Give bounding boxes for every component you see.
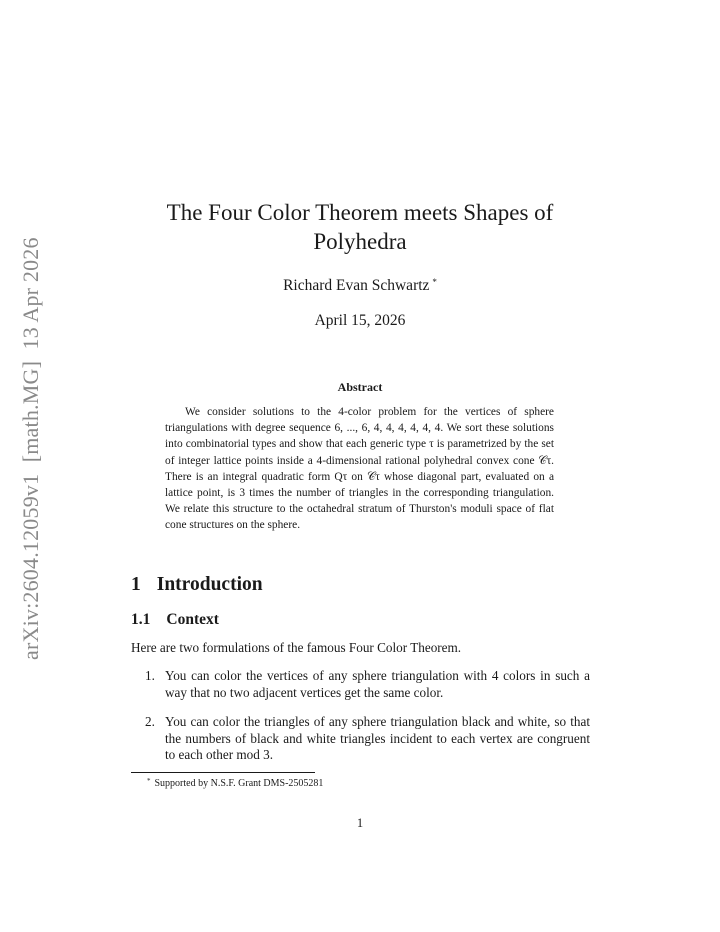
paper-date: April 15, 2026 — [314, 312, 406, 329]
list-item-text: You can color the vertices of any sphere triangulation with 4 colors in such a way that no two adjacent vertices get the same color. — [165, 668, 590, 700]
page-number: 1 — [356, 816, 364, 830]
author-footnote-mark[interactable]: * — [432, 277, 437, 287]
section-heading — [131, 574, 263, 596]
author-line — [140, 277, 580, 295]
footnote-text: Supported by N.S.F. Grant DMS-2505281 — [154, 778, 324, 789]
author-name: Richard Evan Schwartz — [283, 277, 430, 294]
paper-title: The Four Color Theorem meets Shapes of Polyhedra — [166, 200, 554, 254]
abstract-heading: Abstract — [337, 380, 383, 394]
list-item-marker: 1. — [145, 668, 155, 683]
intro-paragraph: Here are two formulations of the famous Four Color Theorem. — [131, 640, 462, 655]
subsection-title: Context — [166, 611, 219, 628]
section-title: Introduction — [156, 574, 263, 595]
section-number: 1 — [131, 574, 141, 595]
footnote-mark: * — [147, 777, 151, 785]
subsection-heading — [131, 611, 219, 629]
footnote — [147, 777, 323, 789]
list-item — [145, 668, 590, 701]
abstract-body: We consider solutions to the 4-color problem for the vertices of sphere triangulations with degree sequence 6, ..., 6, 4, 4, 4, 4, 4, 4. We sort these solutions into combinatorial types and show that each generic type τ is parametrized by the set of integer lattice points inside a 4-dimensional rational polyhedral convex cone 𝒞τ. There is an integral quadratic form Qτ on 𝒞τ whose diagonal part, evaluated on a lattice point, is 3 times the number of triangles in the corresponding triangulation. We relate this structure to the octahedral stratum of Thurston's moduli space of flat cone structures on the sphere. — [165, 406, 554, 532]
subsection-number: 1.1 — [131, 611, 151, 628]
list-item — [145, 714, 590, 764]
list-item-text: You can color the triangles of any sphere triangulation black and white, so that the numbers of black and white triangles incident to each vertex are congruent to each other mod 3. — [165, 714, 590, 762]
arxiv-identifier-stamp: arXiv:2604.12059v1 [math.MG] 13 Apr 2026 — [18, 237, 43, 660]
list-item-marker: 2. — [145, 714, 155, 729]
footnote-rule — [131, 772, 315, 773]
